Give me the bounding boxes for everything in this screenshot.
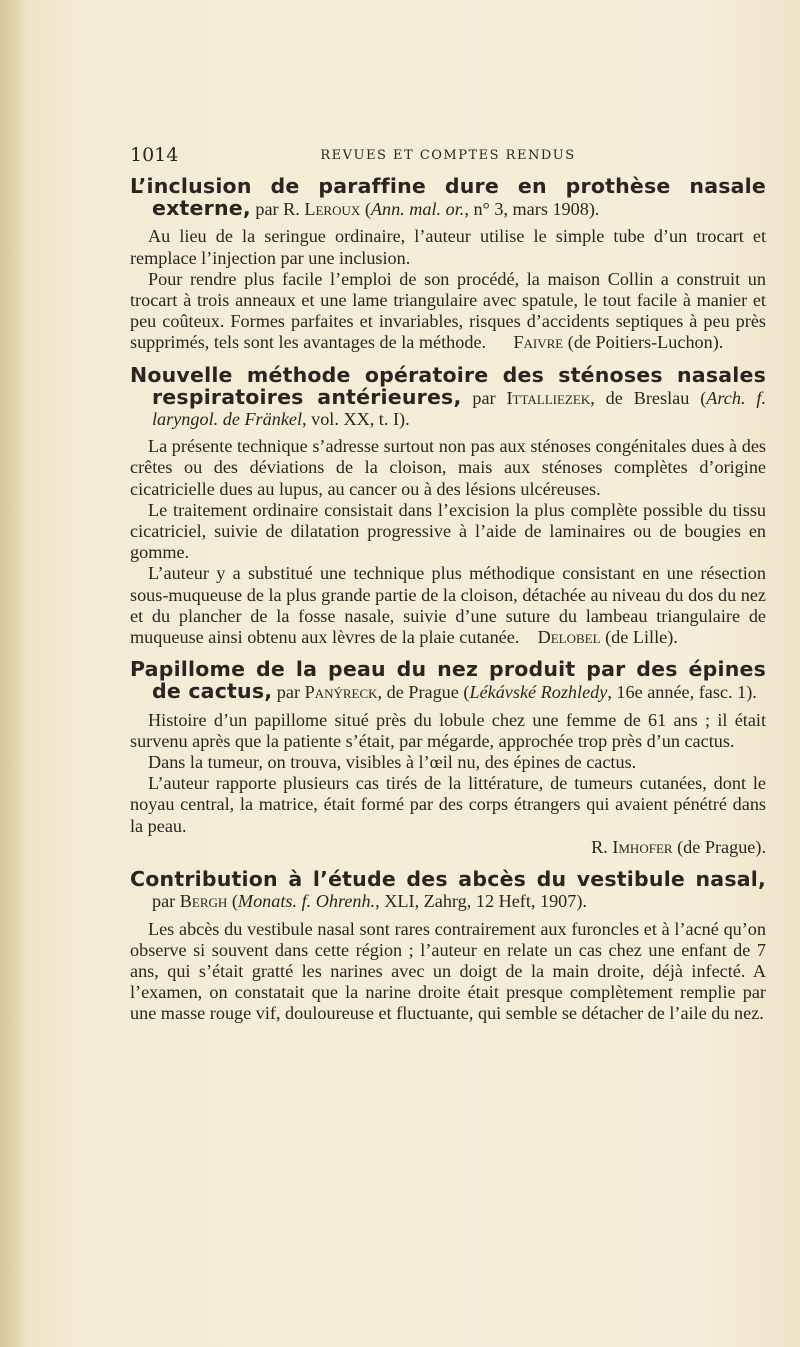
- article: [130, 362, 766, 649]
- article: [130, 869, 766, 1024]
- article-source-rest: , 16e année, fasc. 1).: [607, 682, 757, 703]
- article-heading: [130, 176, 766, 220]
- article-source-open: (: [227, 891, 238, 912]
- article-heading: [130, 362, 766, 431]
- main-content: [130, 176, 766, 1025]
- reviewer-name: R. Imhofer: [591, 836, 673, 857]
- article-journal: Lékávské Rozhledy: [469, 682, 608, 703]
- paragraph: [130, 563, 766, 648]
- article-journal: Ann. mal. or.: [370, 199, 465, 220]
- reviewer-place: (de Prague).: [672, 836, 766, 857]
- article-source-open: , de Breslau (: [590, 387, 707, 408]
- paragraph: Au lieu de la seringue ordinaire, l’auteur utilise le simple tube d’un trocart et remplace l’injection par une inclusion.: [130, 226, 766, 268]
- article-by: par: [272, 682, 305, 703]
- paragraph-text: L’auteur y a substitué une technique plus méthodique consistant en une résection sous-muqueuse de la plus grande partie de la cloison, détachée au niveau du dos du nez et du plancher de la fosse nasale, suivie d’une suture du lambeau triangulaire de muqueuse ainsi obtenu aux lèvres de la plaie cutanée.: [130, 563, 766, 648]
- article-source-rest: , XLI, Zahrg, 12 Heft, 1907).: [375, 891, 587, 912]
- article-source-rest: , vol. XX, t. I).: [302, 409, 410, 430]
- article-by: par: [152, 891, 180, 912]
- paragraph: [130, 269, 766, 354]
- article-heading: [130, 659, 766, 703]
- reviewer-name: Delobel: [537, 627, 601, 648]
- article-journal: Arch. f. laryngol. de Fränkel: [152, 387, 766, 430]
- article: [130, 176, 766, 354]
- paragraph: Histoire d’un papillome situé près du lobule chez une femme de 61 ans ; il était survenu après que la patiente s’était, par mégarde, approchée trop près d’un cactus.: [130, 709, 766, 751]
- article-author: Bergh: [179, 891, 228, 912]
- reviewer-signature: [130, 837, 766, 858]
- article-title: Papillome de la peau du nez produit par des épines de cactus,: [130, 657, 766, 704]
- reviewer-place: (de Lille).: [600, 627, 678, 648]
- article-author: Panýreck: [304, 682, 378, 703]
- reviewer-name: Faivre: [513, 332, 564, 353]
- article-author: Ittalliezek: [506, 387, 591, 408]
- article-source-open: , de Prague (: [377, 682, 470, 703]
- article-by: par: [461, 387, 507, 408]
- article-by: par R.: [250, 199, 305, 220]
- article-title: L’inclusion de paraffine dure en prothèse nasale externe,: [130, 174, 766, 221]
- paragraph: Les abcès du vestibule nasal sont rares contrairement aux furoncles et à l’acné qu’on observe si souvent dans cette région ; l’auteur en relate un cas chez une enfant de 7 ans, qui s’était gratté les narines avec un doigt de la main droite, déjà infecté. A l’examen, on constatait que la narine droite était presque complètement remplie par une masse rouge vif, douloureuse et fluctuante, qui semble se détacher de l’aile du nez.: [130, 918, 766, 1024]
- article-author: Leroux: [304, 199, 361, 220]
- article-title: Contribution à l’étude des abcès du vestibule nasal,: [130, 867, 766, 892]
- running-head: REVUES ET COMPTES RENDUS: [320, 148, 576, 163]
- paragraph: La présente technique s’adresse surtout non pas aux sténoses congénitales dues à des crêtes ou des déviations de la cloison, mais aux sténoses complètes d’origine cicatricielle dues au lupus, au cancer ou à des lésions ulcéreuses.: [130, 436, 766, 499]
- reviewer-place: (de Poitiers-Luchon).: [563, 332, 724, 353]
- paragraph: Le traitement ordinaire consistait dans l’excision la plus complète possible du tissu cicatriciel, suivie de dilatation progressive à l’aide de laminaires ou de bougies en gomme.: [130, 499, 766, 563]
- paragraph: Dans la tumeur, on trouva, visibles à l’œil nu, des épines de cactus.: [148, 752, 637, 773]
- article: [130, 659, 766, 858]
- article-source-rest: , n° 3, mars 1908).: [464, 199, 600, 220]
- paragraph-text: Pour rendre plus facile l’emploi de son procédé, la maison Collin a construit un trocart à trois anneaux et une lame triangulaire avec spatule, le tout facile à manier et peu coûteux. Formes parfaites et invariables, risques d’accidents septiques à peu près supprimés, tels sont les avantages de la méthode.: [130, 268, 766, 353]
- paragraph: L’auteur rapporte plusieurs cas tirés de la littérature, de tumeurs cutanées, dont le noyau central, la matrice, était formé par des corps étrangers qui avaient pénétré dans la peau.: [130, 773, 766, 836]
- page-number: 1014: [130, 144, 179, 166]
- article-source-open: (: [360, 199, 371, 220]
- article-heading: [130, 869, 766, 912]
- page-header: [130, 144, 766, 168]
- article-title: Nouvelle méthode opératoire des sténoses nasales respiratoires antérieures,: [130, 362, 766, 409]
- article-journal: Monats. f. Ohrenh.: [237, 891, 376, 912]
